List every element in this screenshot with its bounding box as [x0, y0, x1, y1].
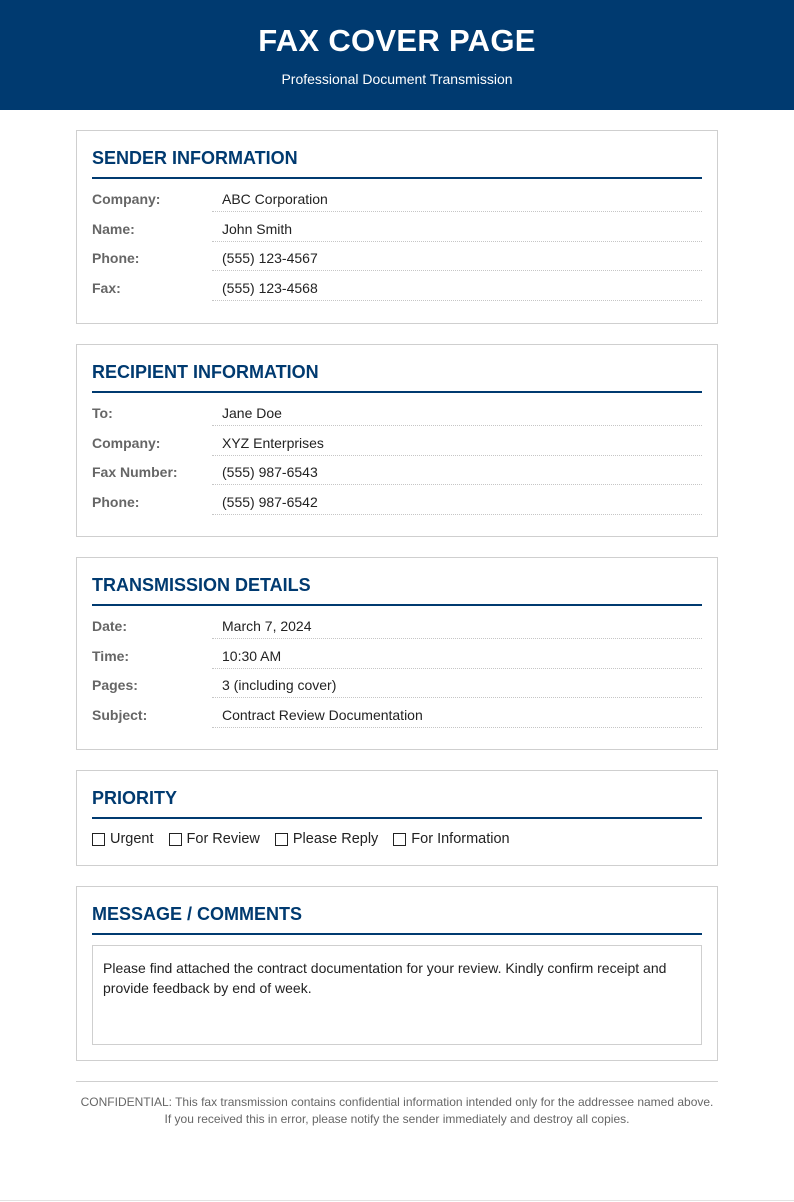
- checkbox-label: For Information: [411, 831, 510, 847]
- transmission-heading: TRANSMISSION DETAILS: [92, 575, 702, 606]
- checkbox-icon[interactable]: [169, 833, 182, 846]
- message-textbox[interactable]: Please find attached the contract documentation for your review. Kindly confirm receipt and provide feedback by end of week.: [92, 945, 702, 1045]
- transmission-row-pages: [92, 673, 702, 703]
- checkbox-icon[interactable]: [275, 833, 288, 846]
- field-label: Company:: [92, 434, 161, 451]
- recipient-company-value: XYZ Enterprises: [212, 431, 702, 456]
- recipient-row-fax-number: [92, 460, 702, 490]
- recipient-row-to: [92, 401, 702, 431]
- sender-row-phone: [92, 246, 702, 276]
- priority-heading: PRIORITY: [92, 788, 702, 819]
- recipient-row-phone: [92, 490, 702, 520]
- sender-name-value: John Smith: [212, 217, 702, 242]
- sender-heading: SENDER INFORMATION: [92, 148, 702, 179]
- field-label: Name:: [92, 220, 135, 237]
- recipient-fax-value: (555) 987-6543: [212, 460, 702, 485]
- transmission-date-value: March 7, 2024: [212, 614, 702, 639]
- field-label: Fax:: [92, 280, 121, 297]
- recipient-heading: RECIPIENT INFORMATION: [92, 362, 702, 393]
- checkbox-icon[interactable]: [393, 833, 406, 846]
- transmission-row-time: [92, 644, 702, 674]
- sender-section: [76, 130, 718, 324]
- footer-line-2: If you received this in error, please notify the sender immediately and destroy all copies.: [164, 1112, 630, 1126]
- header-banner: [0, 0, 794, 110]
- sender-row-company: [92, 187, 702, 217]
- field-label: Time:: [92, 647, 130, 664]
- recipient-to-value: Jane Doe: [212, 401, 702, 426]
- transmission-subject-value: Contract Review Documentation: [212, 703, 702, 728]
- page-title: FAX COVER PAGE: [258, 23, 536, 58]
- transmission-row-date: [92, 614, 702, 644]
- field-label: Phone:: [92, 250, 140, 267]
- message-section: [76, 886, 718, 1061]
- checkbox-label: Please Reply: [292, 831, 379, 847]
- transmission-pages-value: 3 (including cover): [212, 673, 702, 698]
- field-label: Phone:: [92, 494, 140, 511]
- transmission-time-value: 10:30 AM: [212, 644, 702, 669]
- priority-urgent[interactable]: [92, 831, 154, 847]
- priority-for-review[interactable]: [169, 831, 260, 847]
- sender-company-value: ABC Corporation: [212, 187, 702, 212]
- priority-please-reply[interactable]: [275, 831, 378, 847]
- priority-for-information[interactable]: [393, 831, 509, 847]
- priority-options: [92, 831, 525, 847]
- field-label: Date:: [92, 618, 128, 634]
- page-subtitle: Professional Document Transmission: [281, 71, 513, 87]
- field-label: Subject:: [92, 707, 148, 724]
- checkbox-icon[interactable]: [92, 833, 105, 846]
- sender-fax-value: (555) 123-4568: [212, 276, 702, 301]
- sender-row-fax: [92, 276, 702, 306]
- sender-phone-value: (555) 123-4567: [212, 246, 702, 271]
- footer-line-1: CONFIDENTIAL: This fax transmission contains confidential information intended only for the addressee named above.: [80, 1095, 714, 1109]
- field-label: Pages:: [92, 677, 138, 694]
- field-label: To:: [92, 405, 113, 421]
- recipient-phone-value: (555) 987-6542: [212, 490, 702, 515]
- transmission-section: [76, 557, 718, 750]
- sender-row-name: [92, 217, 702, 247]
- recipient-section: [76, 344, 718, 537]
- field-label: Fax Number:: [92, 464, 178, 481]
- transmission-row-subject: [92, 703, 702, 733]
- priority-section: [76, 770, 718, 866]
- checkbox-label: Urgent: [110, 831, 154, 847]
- page-bottom-divider: [0, 1200, 794, 1201]
- field-label: Company:: [92, 191, 161, 207]
- checkbox-label: For Review: [186, 831, 260, 847]
- message-heading: MESSAGE / COMMENTS: [92, 904, 702, 935]
- confidentiality-notice: [76, 1081, 718, 1128]
- recipient-row-company: [92, 431, 702, 461]
